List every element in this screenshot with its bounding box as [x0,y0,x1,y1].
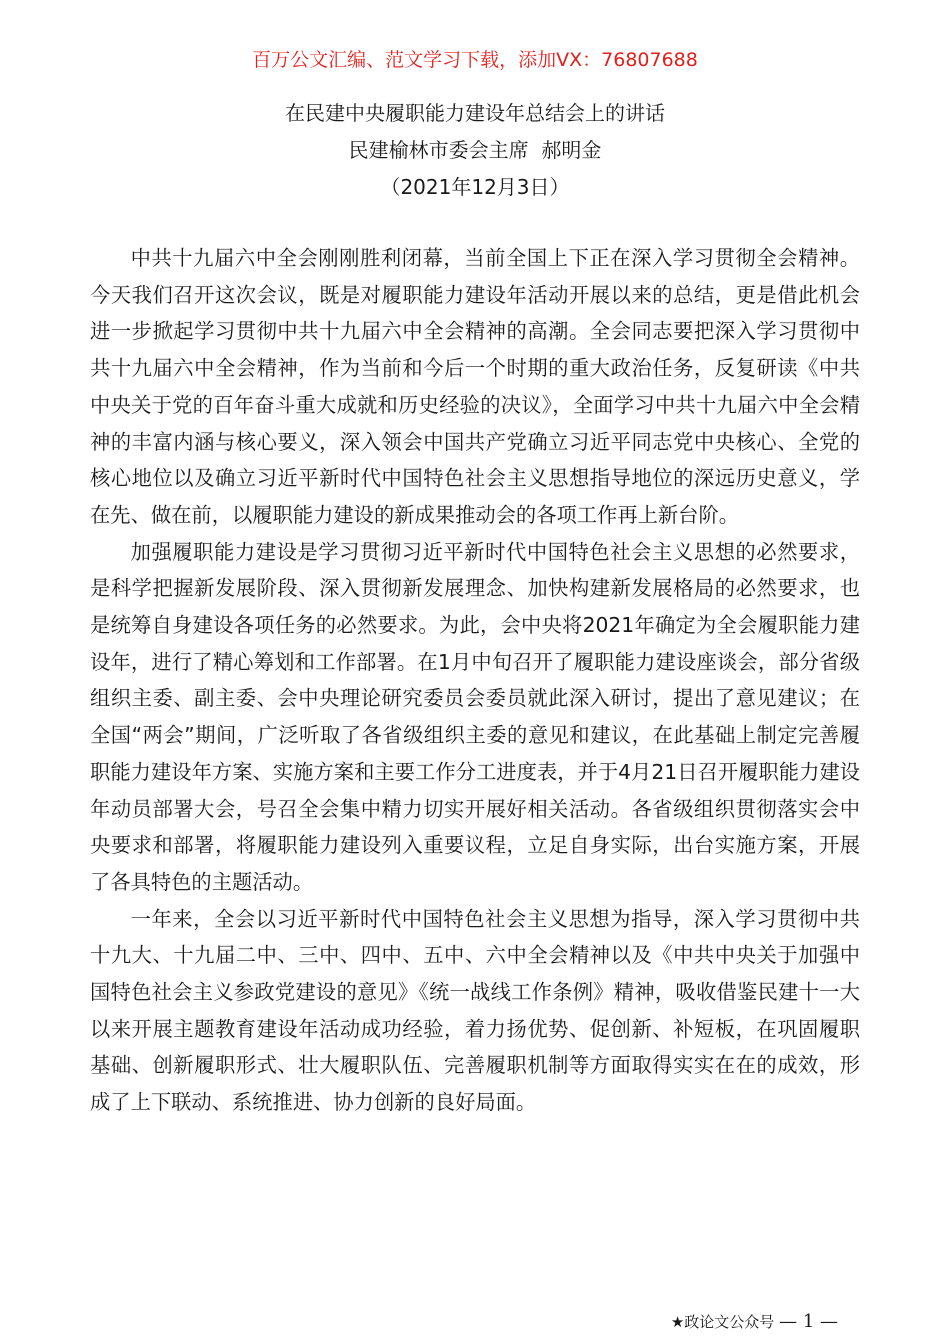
document-title: 在民建中央履职能力建设年总结会上的讲话 [285,101,665,125]
speech-date: （2021年12月3日） [380,175,570,199]
promo-banner: 百万公文汇编、范文学习下载，添加VX：76807688 [252,49,698,71]
body-paragraph: 中共十九届六中全会刚刚胜利闭幕，当前全国上下正在深入学习贯彻全会精神。今天我们召开这次会议，既是对履职能力建设年活动开展以来的总结，更是借此机会进一步掀起学习贯彻中共十九届六中全会精神的高潮。全会同志要把深入学习贯彻中共十九届六中全会精神，作为当前和今后一个时期的重大政治任务，反复研读《中共中央关于党的百年奋斗重大成就和历史经验的决议》，全面学习中共十九届六中全会精神的丰富内涵与核心要义，深入领会中国共产党确立习近平同志党中央核心、全党的核心地位以及确立习近平新时代中国特色社会主义思想指导地位的深远历史意义，学在先、做在前，以履职能力建设的新成果推动会的各项工作再上新台阶。 [90,246,860,527]
speaker-line: 民建榆林市委会主席 郝明金 [348,138,602,162]
page-number: — 1 — [779,1311,838,1332]
document-body [90,240,860,1121]
page-footer [671,1310,838,1334]
footer-source: ★政论文公众号 [670,1313,775,1331]
body-paragraph: 加强履职能力建设是学习贯彻习近平新时代中国特色社会主义思想的必然要求，是科学把握新发展阶段、深入贯彻新发展理念、加快构建新发展格局的必然要求，也是统筹自身建设各项任务的必然要求。为此，会中央将2021年确定为全会履职能力建设年，进行了精心筹划和工作部署。在1月中旬召开了履职能力建设座谈会，部分省级组织主委、副主委、会中央理论研究委员会委员就此深入研讨，提出了意见建议；在全国“两会”期间，广泛听取了各省级组织主委的意见和建议，在此基础上制定完善履职能力建设年方案、实施方案和主要工作分工进度表，并于4月21日召开履职能力建设年动员部署大会，号召全会集中精力切实开展好相关活动。各省级组织贯彻落实会中央要求和部署，将履职能力建设列入重要议程，立足自身实际，出台实施方案，开展了各具特色的主题活动。 [90,539,860,894]
body-paragraph: 一年来，全会以习近平新时代中国特色社会主义思想为指导，深入学习贯彻中共十九大、十九届二中、三中、四中、五中、六中全会精神以及《中共中央关于加强中国特色社会主义参政党建设的意见》《统一战线工作条例》精神，吸收借鉴民建十一大以来开展主题教育建设年活动成功经验，着力扬优势、促创新、补短板，在巩固履职基础、创新履职形式、壮大履职队伍、完善履职机制等方面取得实实在在的成效，形成了上下联动、系统推进、协力创新的良好局面。 [90,906,860,1115]
